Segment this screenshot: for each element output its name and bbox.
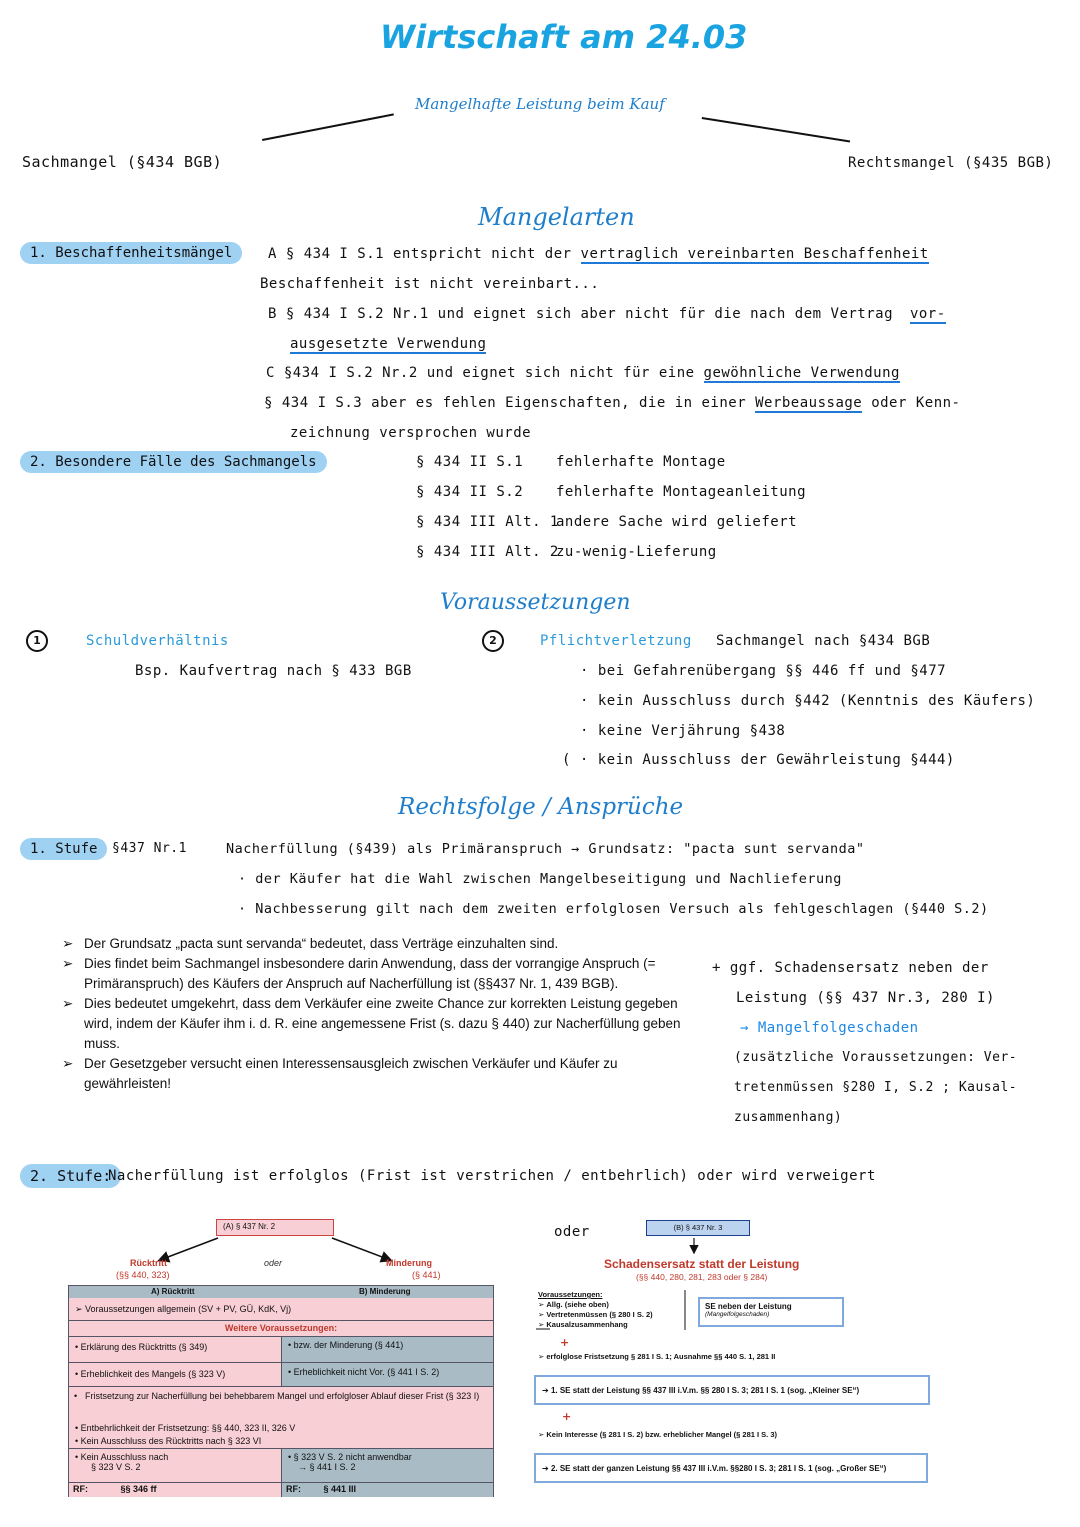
se-title-ref: (§§ 440, 280, 281, 283 oder § 284) [636, 1272, 768, 1282]
vor-head: Voraussetzungen: [538, 1290, 603, 1299]
special-case-text: zu-wenig-Lieferung [556, 544, 717, 560]
bullet-text: Dies bedeutet umgekehrt, dass dem Verkäufer eine zweite Chance zur korrekten Leistung gegeben wird, indem der Käufer ihm i. d. R. eine angemessene Frist (s. dazu § 440) zur Nacherfüllung geben muss. [84, 996, 681, 1051]
req1-example: Bsp. Kaufvertrag nach § 433 BGB [135, 663, 412, 679]
head-ruecktritt: A) Rücktritt [151, 1287, 195, 1296]
stufe1-ref: §437 Nr.1 [112, 841, 187, 856]
left-table-row-6 [69, 1448, 493, 1482]
rf-a-value: §§ 346 ff [120, 1484, 157, 1494]
req2-item-3: · keine Verjährung §438 [580, 723, 786, 739]
pill-stufe-2: 2. Stufe: [20, 1164, 121, 1188]
req2-item-4: ( · kein Ausschluss der Gewährleistung §444) [562, 752, 955, 768]
head-minderung: B) Minderung [359, 1287, 411, 1296]
row2-b: • Erheblichkeit nicht Vor. (§ 441 I S. 2) [281, 1363, 493, 1386]
plus-2: + [562, 1410, 572, 1423]
side-note-2: Leistung (§§ 437 Nr.3, 280 I) [736, 990, 995, 1006]
se-neben-box [698, 1297, 844, 1327]
allgemein-text: Voraussetzungen allgemein (SV + PV, GÜ, KdK, Vj) [85, 1304, 292, 1314]
special-case-ref: § 434 II S.2 [416, 484, 524, 500]
row5-text: Kein Ausschluss des Rücktritts nach § 323 VI [80, 1436, 262, 1446]
rf-b-label: RF: [286, 1484, 301, 1494]
req2-suffix: Sachmangel nach §434 BGB [716, 633, 931, 649]
vor-text: Kausalzusammenhang [546, 1320, 628, 1329]
row6-a-text: Kein Ausschluss nach [80, 1452, 169, 1462]
tag-b [646, 1220, 750, 1236]
arrow-icon: ➔ [542, 1464, 551, 1473]
line-d-underlined: Werbeaussage [755, 395, 863, 411]
left-table [68, 1285, 494, 1497]
row6-b-text: § 323 V S. 2 nicht anwendbar [293, 1452, 412, 1462]
special-case-text: fehlerhafte Montage [556, 454, 726, 470]
row2-a: • Erheblichkeit des Mangels (§ 323 V) [69, 1363, 281, 1386]
left-branch-label: Sachmangel (§434 BGB) [22, 153, 223, 171]
left-table-weitere [69, 1320, 493, 1336]
tag-a-text: (A) § 437 Nr. 2 [223, 1222, 276, 1231]
special-case-ref: § 434 III Alt. 2 [416, 544, 559, 560]
line-b-underlined: vor- [909, 306, 946, 322]
se-title: Schadensersatz statt der Leistung [604, 1257, 800, 1271]
se-neben-sub: (Mangelfolgeschaden) [705, 1311, 770, 1318]
heading-voraussetzungen: Voraussetzungen [440, 590, 631, 615]
minderung-ref: (§ 441) [412, 1270, 441, 1280]
dot-bullet-icon: • [74, 1391, 78, 1401]
special-case-ref: § 434 III Alt. 1 [416, 514, 559, 530]
subtitle: Mangelhafte Leistung beim Kauf [415, 95, 665, 113]
arrow-bullet-icon: ➢ [75, 1304, 86, 1314]
frist-line: ➢ erfolglose Fristsetzung § 281 I S. 1; Ausnahme §§ 440 S. 1, 281 II [538, 1352, 776, 1361]
line-d2: zeichnung versprochen wurde [290, 425, 532, 441]
left-table-row-3 [69, 1386, 493, 1422]
pill-stufe-1: 1. Stufe [20, 838, 107, 860]
tag-a [216, 1219, 334, 1236]
page-title: Wirtschaft am 24.03 [380, 18, 748, 56]
vor-text: Vertretenmüssen (§ 280 I S. 2) [546, 1310, 653, 1319]
req2-item-2: · kein Ausschluss durch §442 (Kenntnis des Käufers) [580, 693, 1036, 709]
circle-number-text: 1 [33, 634, 41, 647]
line-b-prefix: B § 434 I S.2 Nr.1 und eignet sich aber nicht für die nach dem Vertrag [268, 306, 894, 322]
se-neben-text: SE neben der Leistung [705, 1302, 792, 1311]
ruecktritt-ref: (§§ 440, 323) [116, 1270, 170, 1280]
side-note-3: → Mangelfolgeschaden [740, 1020, 919, 1036]
side-note-5: tretenmüssen §280 I, S.2 ; Kausal- [734, 1080, 1018, 1095]
row1-b: • bzw. der Minderung (§ 441) [281, 1337, 493, 1362]
vor-item: ➢ Allg. (siehe oben) [538, 1300, 609, 1309]
row4-text: Entbehrlichkeit der Fristsetzung: §§ 440, 323 II, 326 V [80, 1423, 296, 1433]
special-case-text: andere Sache wird geliefert [556, 514, 798, 530]
special-case-ref: § 434 II S.1 [416, 454, 524, 470]
side-note-6: zusammenhang) [734, 1110, 843, 1125]
stufe1-line-3: · Nachbesserung gilt nach dem zweiten erfolglosen Versuch als fehlgeschlagen (§440 S.2) [238, 901, 989, 917]
special-case-text: fehlerhafte Montageanleitung [556, 484, 807, 500]
arrow-bullet-icon: ➢ [62, 956, 74, 971]
arrow-bullet-icon: ➢ [62, 936, 74, 951]
left-table-head-row [69, 1286, 493, 1298]
line-b2-underlined: ausgesetzte Verwendung [290, 336, 487, 352]
rf-b [281, 1483, 493, 1497]
line-d-suffix: oder Kenn- [871, 395, 961, 411]
bullet-text: Der Grundsatz „pacta sunt servanda“ bedeutet, dass Verträge einzuhalten sind. [84, 936, 559, 951]
vor-item: ➢ Kausalzusammenhang [538, 1320, 628, 1329]
row1-b-text: bzw. der Minderung (§ 441) [293, 1340, 404, 1350]
rf-a [69, 1483, 281, 1497]
oder-right: oder [554, 1224, 590, 1240]
req2-item-1: · bei Gefahrenübergang §§ 446 ff und §477 [580, 663, 947, 679]
left-table-rf-row [69, 1482, 493, 1497]
grosser-se-box [534, 1453, 928, 1483]
row6-b: • § 323 V S. 2 nicht anwendbar → § 441 I S. 2 [281, 1449, 493, 1482]
row6-b-text2: → § 441 I S. 2 [298, 1462, 356, 1472]
side-note-4: (zusätzliche Voraussetzungen: Ver- [734, 1050, 1018, 1065]
req1-title: Schuldverhältnis [86, 633, 229, 649]
rf-a-label: RF: [73, 1484, 88, 1494]
left-table-row-1 [69, 1336, 493, 1362]
tag-b-text: (B) § 437 Nr. 3 [673, 1223, 723, 1232]
req2-title: Pflichtverletzung [540, 633, 692, 649]
vor-text: Allg. (siehe oben) [546, 1300, 609, 1309]
weitere-text: Weitere Voraussetzungen: [224, 1323, 338, 1333]
left-table-allgemein [69, 1298, 493, 1320]
interesse-line: ➢ Kein Interesse (§ 281 I S. 2) bzw. erheblicher Mangel (§ 281 I S. 3) [538, 1430, 778, 1439]
stufe1-line-2: · der Käufer hat die Wahl zwischen Mangelbeseitigung und Nachlieferung [238, 871, 842, 887]
side-note-1: + ggf. Schadensersatz neben der [712, 960, 989, 976]
heading-mangelarten: Mangelarten [478, 203, 635, 231]
arrow-icon: ➔ [542, 1386, 551, 1395]
row1-a: • Erklärung des Rücktritts (§ 349) [69, 1337, 281, 1362]
line-a2: Beschaffenheit ist nicht vereinbart... [260, 276, 600, 292]
kleiner-se-box [534, 1375, 930, 1405]
left-table-row-5: • Kein Ausschluss des Rücktritts nach § 323 VI [69, 1435, 493, 1448]
oder-left: oder [264, 1258, 283, 1268]
pill-besondere-faelle: 2. Besondere Fälle des Sachmangels [20, 451, 327, 473]
stufe2-text: Nacherfüllung ist erfolglos (Frist ist verstrichen / entbehrlich) oder wird verweigert [108, 1168, 876, 1184]
plus-1: + [560, 1336, 570, 1349]
arrow-bullet-icon: ➢ [62, 1056, 74, 1071]
bullet-text: Der Gesetzgeber versucht einen Interessensausgleich zwischen Verkäufer und Käufer zu gewährleisten! [84, 1056, 618, 1091]
left-table-row-4: • Entbehrlichkeit der Fristsetzung: §§ 440, 323 II, 326 V [69, 1422, 493, 1435]
grosser-text: 2. SE statt der ganzen Leistung §§ 437 III i.V.m. §§280 I S. 3; 281 I S. 1 (sog. „Großer SE“) [550, 1464, 887, 1473]
ruecktritt-label: Rücktritt [130, 1258, 168, 1268]
rf-b-value: § 441 III [323, 1484, 357, 1494]
row2-a-text: Erheblichkeit des Mangels (§ 323 V) [80, 1369, 226, 1379]
row2-b-text: Erheblichkeit nicht Vor. (§ 441 I S. 2) [293, 1367, 440, 1377]
stufe1-line-1: Nacherfüllung (§439) als Primäranspruch → Grundsatz: "pacta sunt servanda" [226, 841, 865, 857]
line-a-prefix: A § 434 I S.1 entspricht nicht der [268, 246, 572, 262]
right-branch-label: Rechtsmangel (§435 BGB) [848, 155, 1054, 171]
kleiner-text: 1. SE statt der Leistung §§ 437 III i.V.m. §§ 280 I S. 3; 281 I S. 1 (sog. „Kleiner SE“) [550, 1386, 860, 1395]
heading-rechtsfolge: Rechtsfolge / Ansprüche [398, 794, 684, 820]
left-table-row-2 [69, 1362, 493, 1386]
minderung-label: Minderung [386, 1258, 432, 1268]
circle-number-text: 2 [489, 634, 497, 647]
frist-text: erfolglose Fristsetzung § 281 I S. 1; Ausnahme §§ 440 S. 1, 281 II [546, 1352, 776, 1361]
row1-a-text: Erklärung des Rücktritts (§ 349) [80, 1342, 208, 1352]
row6-a: • Kein Ausschluss nach § 323 V S. 2 [69, 1449, 281, 1482]
line-d-prefix: § 434 I S.3 aber es fehlen Eigenschaften, die in einer [264, 395, 747, 411]
interesse-text: Kein Interesse (§ 281 I S. 2) bzw. erheblicher Mangel (§ 281 I S. 3) [546, 1430, 778, 1439]
line-a-underlined: vertraglich vereinbarten Beschaffenheit [580, 246, 929, 262]
row6-a-text2: § 323 V S. 2 [91, 1462, 141, 1472]
bullet-text: Dies findet beim Sachmangel insbesondere darin Anwendung, dass der vorrangige Anspruch (= Primäranspruch) des Käufers der Anspruch auf Nacherfüllung ist (§§437 Nr. 1, 439 BGB). [84, 956, 656, 991]
arrow-bullet-icon: ➢ [62, 996, 74, 1011]
pill-beschaffenheitsmaengel: 1. Beschaffenheitsmängel [20, 242, 242, 264]
se-voraussetzungen [538, 1290, 653, 1330]
vor-item: ➢ Vertretenmüssen (§ 280 I S. 2) [538, 1310, 653, 1319]
line-c-underlined: gewöhnliche Verwendung [703, 365, 900, 381]
line-c-prefix: C §434 I S.2 Nr.2 und eignet sich nicht für eine [266, 365, 695, 381]
row3-text: Fristsetzung zur Nacherfüllung bei behebbarem Mangel und erfolgloser Ablauf dieser Frist (§ 323 I) [85, 1391, 480, 1401]
